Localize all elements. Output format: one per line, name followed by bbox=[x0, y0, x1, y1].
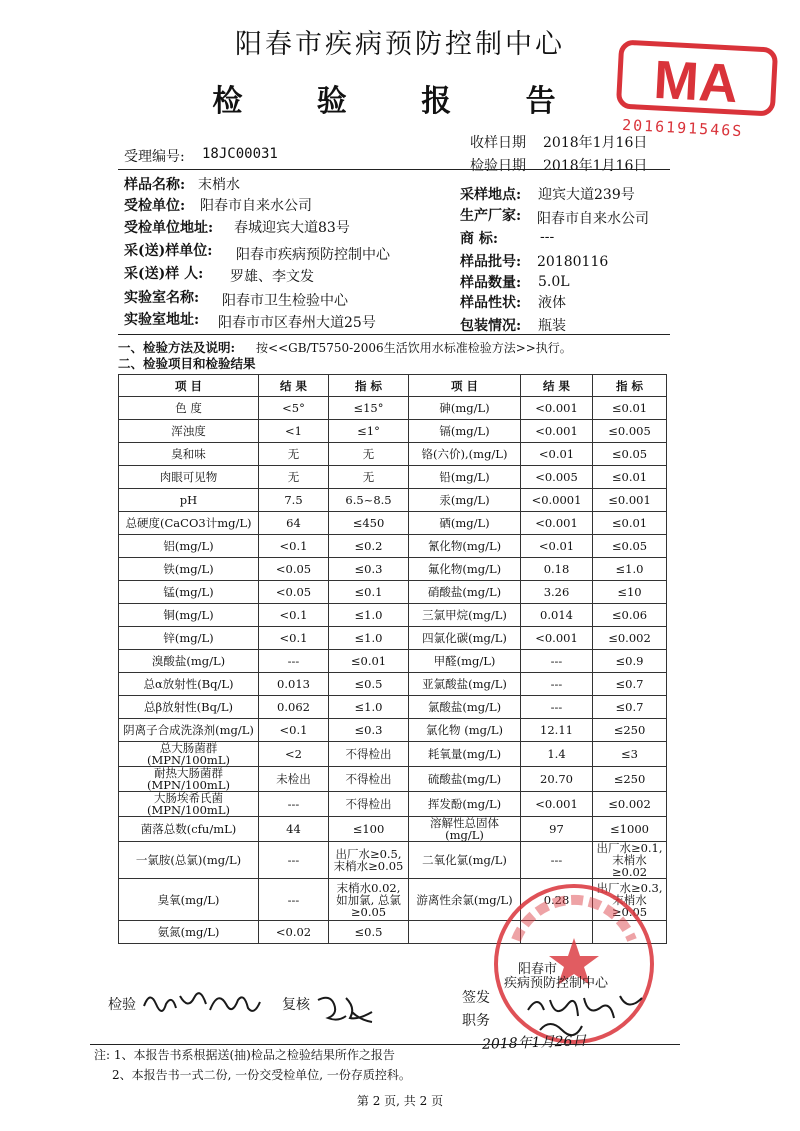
batch: 20180116 bbox=[537, 254, 609, 270]
table-cell: ≤0.1 bbox=[329, 581, 409, 604]
table-cell: <0.001 bbox=[521, 792, 593, 817]
table-cell: 0.013 bbox=[259, 673, 329, 696]
table-cell: ≤1.0 bbox=[329, 696, 409, 719]
table-cell: 总β放射性(Bq/L) bbox=[119, 696, 259, 719]
cma-number: 2016191546S bbox=[621, 115, 744, 141]
sample-name: 末梢水 bbox=[198, 177, 240, 193]
table-row bbox=[119, 558, 667, 581]
table-header-cell: 结 果 bbox=[521, 375, 593, 397]
quantity: 5.0L bbox=[538, 274, 570, 290]
table-cell: --- bbox=[521, 696, 593, 719]
table-cell: <0.001 bbox=[521, 627, 593, 650]
table-cell: 铁(mg/L) bbox=[119, 558, 259, 581]
table-cell: 耗氧量(mg/L) bbox=[409, 742, 521, 767]
note-2: 2、本报告书一式二份, 一份交受检单位, 一份存质控科。 bbox=[112, 1068, 411, 1082]
table-cell: 氯化物 (mg/L) bbox=[409, 719, 521, 742]
table-cell: 肉眼可见物 bbox=[119, 466, 259, 489]
table-cell: ≤3 bbox=[593, 742, 667, 767]
table-cell: 未检出 bbox=[259, 767, 329, 792]
table-cell: 汞(mg/L) bbox=[409, 489, 521, 512]
table-cell: 铅(mg/L) bbox=[409, 466, 521, 489]
table-cell: --- bbox=[259, 650, 329, 673]
table-cell: 无 bbox=[329, 443, 409, 466]
table-cell: pH bbox=[119, 489, 259, 512]
table-cell: 无 bbox=[259, 443, 329, 466]
table-cell: 12.11 bbox=[521, 719, 593, 742]
table-cell: ≤1.0 bbox=[593, 558, 667, 581]
table-cell: ≤10 bbox=[593, 581, 667, 604]
results-label: 二、检验项目和检验结果 bbox=[118, 356, 256, 371]
table-cell: ≤0.01 bbox=[329, 650, 409, 673]
table-cell: ≤0.2 bbox=[329, 535, 409, 558]
inspected-unit-label: 受检单位: bbox=[124, 198, 186, 214]
stamp-org-line1: 阳春市 bbox=[518, 962, 558, 977]
reviewer-signature bbox=[312, 990, 384, 1030]
table-header-row bbox=[119, 375, 667, 397]
sender-unit: 阳春市疾病预防控制中心 bbox=[236, 247, 390, 263]
table-cell: <0.001 bbox=[521, 512, 593, 535]
table-cell: 溴酸盐(mg/L) bbox=[119, 650, 259, 673]
table-row bbox=[119, 420, 667, 443]
table-cell: 0.062 bbox=[259, 696, 329, 719]
table-row bbox=[119, 512, 667, 535]
manufacturer: 阳春市自来水公司 bbox=[537, 211, 649, 227]
table-cell: ≤0.05 bbox=[593, 443, 667, 466]
table-cell: <0.01 bbox=[521, 443, 593, 466]
inspector-label: 检验 bbox=[108, 997, 136, 1013]
inspected-addr-label: 受检单位地址: bbox=[124, 220, 214, 236]
table-row bbox=[119, 535, 667, 558]
table-header-cell: 项 目 bbox=[119, 375, 259, 397]
table-cell: 溶解性总固体(mg/L) bbox=[409, 817, 521, 842]
table-cell: 无 bbox=[329, 466, 409, 489]
table-cell: ≤0.05 bbox=[593, 535, 667, 558]
table-cell: ≤0.01 bbox=[593, 466, 667, 489]
test-date-label: 检验日期 bbox=[470, 158, 526, 174]
table-cell: ≤0.3 bbox=[329, 558, 409, 581]
table-cell: 亚氯酸盐(mg/L) bbox=[409, 673, 521, 696]
table-cell: ≤0.002 bbox=[593, 792, 667, 817]
table-cell: <0.1 bbox=[259, 535, 329, 558]
table-cell: 三氯甲烷(mg/L) bbox=[409, 604, 521, 627]
table-row bbox=[119, 397, 667, 420]
table-cell: 总硬度(CaCO3计mg/L) bbox=[119, 512, 259, 535]
table-cell: 总α放射性(Bq/L) bbox=[119, 673, 259, 696]
table-row bbox=[119, 719, 667, 742]
table-cell: ≤0.01 bbox=[593, 512, 667, 535]
reviewer-label: 复核 bbox=[282, 997, 310, 1013]
table-row bbox=[119, 767, 667, 792]
table-row bbox=[119, 443, 667, 466]
table-cell: 一氯胺(总氯)(mg/L) bbox=[119, 842, 259, 879]
sampling-site: 迎宾大道239号 bbox=[538, 187, 635, 203]
table-header-cell: 结 果 bbox=[259, 375, 329, 397]
divider-footer bbox=[90, 1044, 680, 1045]
method-label: 一、检验方法及说明: bbox=[118, 340, 236, 355]
sampling-site-label: 采样地点: bbox=[460, 187, 522, 203]
table-cell: 出厂水≥0.1, 末梢水≥0.02 bbox=[593, 842, 667, 879]
table-cell: ≤0.5 bbox=[329, 921, 409, 944]
trademark: --- bbox=[540, 229, 555, 245]
table-cell: 氯酸盐(mg/L) bbox=[409, 696, 521, 719]
lab-addr: 阳春市市区春州大道25号 bbox=[218, 315, 376, 331]
table-cell: 硫酸盐(mg/L) bbox=[409, 767, 521, 792]
table-cell: ≤450 bbox=[329, 512, 409, 535]
table-header-cell: 指 标 bbox=[329, 375, 409, 397]
batch-label: 样品批号: bbox=[460, 254, 522, 270]
table-cell: 浑浊度 bbox=[119, 420, 259, 443]
table-cell: 氟化物(mg/L) bbox=[409, 558, 521, 581]
table-cell: 耐热大肠菌群(MPN/100mL) bbox=[119, 767, 259, 792]
table-cell: --- bbox=[521, 673, 593, 696]
lab-name: 阳春市卫生检验中心 bbox=[222, 293, 348, 309]
table-cell: 铬(六价),(mg/L) bbox=[409, 443, 521, 466]
table-cell: 氰化物(mg/L) bbox=[409, 535, 521, 558]
table-cell: 色 度 bbox=[119, 397, 259, 420]
table-cell: 砷(mg/L) bbox=[409, 397, 521, 420]
table-cell: 6.5~8.5 bbox=[329, 489, 409, 512]
table-row bbox=[119, 604, 667, 627]
manufacturer-label: 生产厂家: bbox=[460, 208, 522, 224]
table-row bbox=[119, 673, 667, 696]
lab-addr-label: 实验室地址: bbox=[124, 312, 200, 328]
table-cell: ≤250 bbox=[593, 719, 667, 742]
property-label: 样品性状: bbox=[460, 295, 522, 311]
packaging-label: 包装情况: bbox=[460, 318, 522, 334]
table-cell: 97 bbox=[521, 817, 593, 842]
table-cell: <0.1 bbox=[259, 719, 329, 742]
results-table bbox=[118, 374, 667, 944]
table-cell: --- bbox=[259, 842, 329, 879]
sender-person: 罗雄、李文发 bbox=[230, 269, 314, 285]
table-cell: ≤250 bbox=[593, 767, 667, 792]
table-cell: <0.05 bbox=[259, 581, 329, 604]
method-text: 按<<GB/T5750-2006生活饮用水标准检验方法>>执行。 bbox=[256, 341, 572, 355]
table-cell: 臭氧(mg/L) bbox=[119, 879, 259, 921]
inspected-addr: 春城迎宾大道83号 bbox=[234, 220, 350, 236]
table-row bbox=[119, 792, 667, 817]
table-cell: 44 bbox=[259, 817, 329, 842]
table-cell: 20.70 bbox=[521, 767, 593, 792]
table-cell: <0.05 bbox=[259, 558, 329, 581]
table-cell: ≤0.01 bbox=[593, 397, 667, 420]
table-cell: 阴离子合成洗涤剂(mg/L) bbox=[119, 719, 259, 742]
table-cell: 游离性余氯(mg/L) bbox=[409, 879, 521, 921]
table-row bbox=[119, 696, 667, 719]
table-cell: --- bbox=[259, 879, 329, 921]
table-cell: 铝(mg/L) bbox=[119, 535, 259, 558]
quantity-label: 样品数量: bbox=[460, 275, 522, 291]
organization-title: 阳春市疾病预防控制中心 bbox=[235, 29, 565, 60]
table-row bbox=[119, 581, 667, 604]
divider-info bbox=[118, 334, 670, 335]
divider-top bbox=[118, 169, 670, 170]
sender-person-label: 采(送)样 人: bbox=[124, 266, 204, 282]
table-cell: 总大肠菌群(MPN/100mL) bbox=[119, 742, 259, 767]
packaging: 瓶装 bbox=[538, 318, 566, 334]
table-row bbox=[119, 466, 667, 489]
table-cell: --- bbox=[521, 650, 593, 673]
table-cell: --- bbox=[521, 842, 593, 879]
table-cell: ≤0.005 bbox=[593, 420, 667, 443]
table-cell: 二氧化氯(mg/L) bbox=[409, 842, 521, 879]
table-cell: 不得检出 bbox=[329, 742, 409, 767]
table-cell: 氨氮(mg/L) bbox=[119, 921, 259, 944]
table-cell: <0.005 bbox=[521, 466, 593, 489]
table-cell: 锌(mg/L) bbox=[119, 627, 259, 650]
table-cell: ≤0.001 bbox=[593, 489, 667, 512]
table-cell: --- bbox=[259, 792, 329, 817]
table-cell: 锰(mg/L) bbox=[119, 581, 259, 604]
table-cell: 1.4 bbox=[521, 742, 593, 767]
table-row bbox=[119, 742, 667, 767]
table-cell: 出厂水≥0.3, 末梢水≥0.05 bbox=[593, 879, 667, 921]
table-header-cell: 指 标 bbox=[593, 375, 667, 397]
table-cell: 0.014 bbox=[521, 604, 593, 627]
table-row bbox=[119, 489, 667, 512]
table-row bbox=[119, 842, 667, 879]
table-cell: 不得检出 bbox=[329, 767, 409, 792]
inspected-unit: 阳春市自来水公司 bbox=[200, 198, 312, 214]
accept-no-label: 受理编号: bbox=[124, 149, 185, 165]
table-cell: ≤1000 bbox=[593, 817, 667, 842]
table-cell: ≤15° bbox=[329, 397, 409, 420]
sign-date: 2018年1月26日 bbox=[481, 1033, 587, 1053]
stamp-org-line2: 疾病预防控制中心 bbox=[504, 976, 609, 991]
table-row bbox=[119, 650, 667, 673]
table-cell: ≤0.002 bbox=[593, 627, 667, 650]
table-cell: <0.001 bbox=[521, 397, 593, 420]
table-cell: 64 bbox=[259, 512, 329, 535]
table-cell: 镉(mg/L) bbox=[409, 420, 521, 443]
sample-name-label: 样品名称: bbox=[124, 177, 186, 193]
table-cell: <0.1 bbox=[259, 604, 329, 627]
table-cell: <1 bbox=[259, 420, 329, 443]
table-cell: ≤0.5 bbox=[329, 673, 409, 696]
table-cell: 臭和味 bbox=[119, 443, 259, 466]
position-label: 职务 bbox=[462, 1013, 490, 1029]
table-cell: 末梢水0.02, 如加氯, 总氯 ≥0.05 bbox=[329, 879, 409, 921]
table-cell: 菌落总数(cfu/mL) bbox=[119, 817, 259, 842]
property: 液体 bbox=[538, 295, 566, 311]
page-number: 第 2 页, 共 2 页 bbox=[356, 1094, 444, 1108]
table-cell: 甲醛(mg/L) bbox=[409, 650, 521, 673]
table-cell: <5° bbox=[259, 397, 329, 420]
table-row bbox=[119, 627, 667, 650]
table-cell: 无 bbox=[259, 466, 329, 489]
table-cell: 硝酸盐(mg/L) bbox=[409, 581, 521, 604]
approver-label: 签发 bbox=[462, 990, 490, 1006]
table-cell: ≤0.9 bbox=[593, 650, 667, 673]
table-cell: 铜(mg/L) bbox=[119, 604, 259, 627]
trademark-label: 商 标: bbox=[460, 231, 499, 247]
table-cell: <2 bbox=[259, 742, 329, 767]
report-title: 检 验 报 告 bbox=[212, 84, 588, 119]
table-cell: <0.001 bbox=[521, 420, 593, 443]
accept-no: 18JC00031 bbox=[202, 146, 278, 162]
table-cell: 7.5 bbox=[259, 489, 329, 512]
cma-logo-text: MA bbox=[652, 49, 740, 115]
table-cell: ≤1.0 bbox=[329, 627, 409, 650]
table-cell: <0.02 bbox=[259, 921, 329, 944]
table-cell: 四氯化碳(mg/L) bbox=[409, 627, 521, 650]
note-1: 注: 1、本报告书系根据送(抽)检品之检验结果所作之报告 bbox=[94, 1048, 395, 1062]
table-cell: 出厂水≥0.5, 末梢水≥0.05 bbox=[329, 842, 409, 879]
table-cell: ≤1° bbox=[329, 420, 409, 443]
table-row bbox=[119, 817, 667, 842]
table-cell: ≤1.0 bbox=[329, 604, 409, 627]
table-cell: ≤0.7 bbox=[593, 673, 667, 696]
table-cell: 大肠埃希氏菌 (MPN/100mL) bbox=[119, 792, 259, 817]
inspector-signature bbox=[140, 982, 268, 1022]
table-cell: 不得检出 bbox=[329, 792, 409, 817]
test-date: 2018年1月16日 bbox=[543, 158, 648, 174]
table-cell: 挥发酚(mg/L) bbox=[409, 792, 521, 817]
table-cell: 硒(mg/L) bbox=[409, 512, 521, 535]
table-cell: ≤0.7 bbox=[593, 696, 667, 719]
table-cell: ≤0.3 bbox=[329, 719, 409, 742]
lab-name-label: 实验室名称: bbox=[124, 290, 200, 306]
table-cell: <0.01 bbox=[521, 535, 593, 558]
table-header-cell: 项 目 bbox=[409, 375, 521, 397]
receive-date: 2018年1月16日 bbox=[543, 135, 648, 151]
table-cell: <0.1 bbox=[259, 627, 329, 650]
table-cell: 0.28 bbox=[521, 879, 593, 921]
table-cell: ≤100 bbox=[329, 817, 409, 842]
table-cell: 3.26 bbox=[521, 581, 593, 604]
table-cell: <0.0001 bbox=[521, 489, 593, 512]
sender-unit-label: 采(送)样单位: bbox=[124, 243, 213, 259]
table-cell: 0.18 bbox=[521, 558, 593, 581]
receive-date-label: 收样日期 bbox=[470, 135, 526, 151]
table-cell: ≤0.06 bbox=[593, 604, 667, 627]
